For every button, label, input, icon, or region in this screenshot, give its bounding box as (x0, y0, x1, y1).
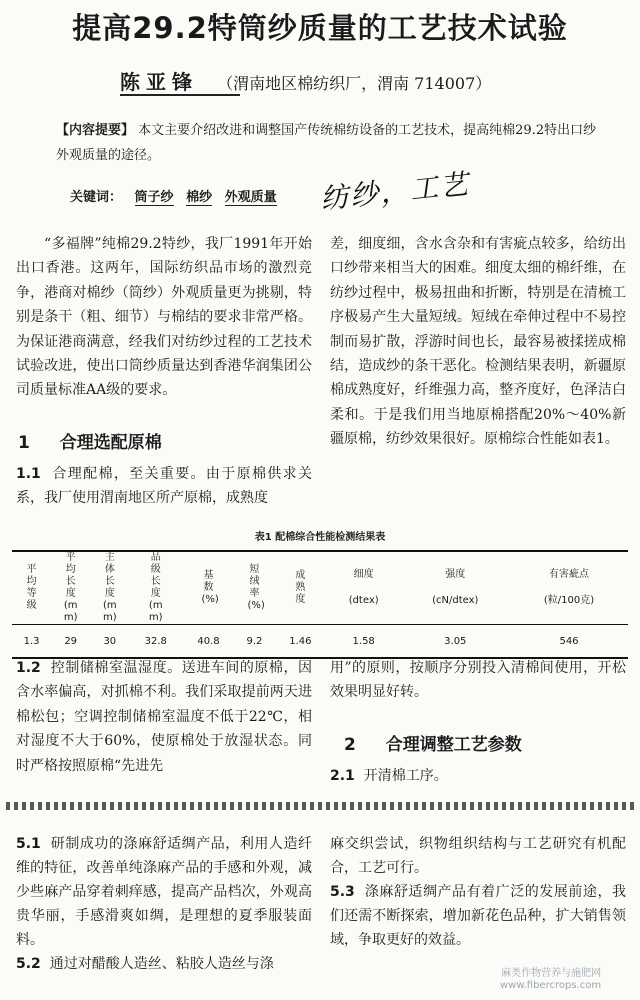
left-column-mid (16, 656, 312, 778)
subsection-5-1-text: 研制成功的涤麻舒适绸产品，利用人造纤维的特征，改善单纯涤麻产品的手感和外观，减少些麻产品穿着刺痒感，提高产品档次，外观高贵华丽，手感滑爽如绸，是理想的夏季服装面料。 (16, 836, 312, 948)
keywords-label: 关键词： (70, 190, 123, 205)
article-title: 提高29.2特筒纱质量的工艺技术试验 (72, 11, 568, 45)
table-header: 短绒率(%) (235, 551, 274, 625)
table-cell: 32.8 (129, 625, 182, 659)
table-header: 平均等级 (12, 551, 51, 625)
watermark-line-2: www.fibercrops.com (500, 980, 602, 991)
table-cell: 29 (51, 625, 90, 659)
table-cell: 30 (90, 625, 129, 659)
table-cell: 1.3 (12, 625, 51, 659)
section-2-heading (344, 730, 522, 755)
subsection-1-2-text: 控制储棉室温湿度。送进车间的原棉，因含水率偏高，对抓棉不利。我们采取提前两天进棉松包；空调控制储棉室温度不低于22℃，相对湿度不大于60%，使原棉处于放湿状态。同时严格按照原棉“先进先 (16, 660, 312, 774)
table-header: 品级长度(mm) (129, 551, 182, 625)
subsection-2-1 (330, 764, 626, 788)
table-header: 主体长度(mm) (90, 551, 129, 625)
article-divider (6, 802, 634, 810)
subsection-2-1-number: 2.1 (330, 768, 355, 784)
subsection-1-1 (16, 462, 312, 511)
section-1-heading (18, 428, 162, 453)
table-row (12, 625, 628, 659)
table-cell: 3.05 (401, 625, 510, 659)
table-cell: 546 (510, 625, 628, 659)
keyword-3: 外观质量 (224, 190, 277, 205)
abstract (56, 118, 601, 168)
right-column-top (330, 232, 626, 452)
author-line (120, 66, 491, 95)
keyword-1: 筒子纱 (134, 190, 174, 205)
table-header: 细度 (dtex) (327, 551, 401, 625)
keywords (70, 186, 277, 205)
cotton-performance-table (12, 550, 628, 659)
table-caption: 表1 配棉综合性能检测结果表 (254, 532, 386, 543)
right-column-mid (330, 656, 626, 705)
subsection-2-1-text: 开清棉工序。 (363, 768, 448, 784)
subsection-5-2-text: 通过对醋酸人造丝、粘胶人造丝与涤 (49, 956, 274, 972)
table-cell: 40.8 (182, 625, 235, 659)
author-name: 陈亚锋 (120, 70, 198, 94)
author-affiliation: （渭南地区棉纺织厂，渭南 714007） (217, 74, 492, 93)
subsection-5-2-number: 5.2 (16, 956, 41, 972)
table-header: 平均长度(mm) (51, 551, 90, 625)
site-watermark (500, 968, 601, 992)
section-2-number: 2 (344, 735, 356, 755)
subsection-1-2-number: 1.2 (16, 660, 41, 676)
table-header-row (12, 551, 628, 625)
intro-paragraph: “多福牌”纯棉29.2特纱，我厂1991年开始出口香港。这两年，国际纺织品市场的激烈竞争，港商对棉纱（筒纱）外观质量更为挑剔，特别是条干（粗、细节）与棉结的要求非常严格。为保证港商满意，经我们对纺纱过程的工艺技术试验改进，使出口筒纱质量达到香港华润集团公司质量标准AA级的要求。 (16, 236, 312, 399)
abstract-label: 【内容提要】 (56, 123, 135, 138)
subsection-5-3-text: 涤麻舒适绸产品有着广泛的发展前途，我们还需不断探索，增加新花色品种，扩大销售领域，争取更好的效益。 (330, 884, 626, 948)
table-cell: 9.2 (235, 625, 274, 659)
right-top-paragraph: 差，细度细，含水含杂和有害疵点较多，给纺出口纱带来相当大的困难。细度太细的棉纤维，在纺纱过程中，极易扭曲和折断，特别是在清梳工序极易产生大量短绒。短绒在牵伸过程中不易控制而易扩散，浮游时间也长，最容易被揉搓成棉结，造成纱的条干恶化。检测结果表明，新疆原棉成熟度好，纤维强力高，整齐度好，色泽洁白柔和。于是我们用当地原棉搭配20%～40%新疆原棉，纺纱效果很好。原棉综合性能如表1。 (330, 236, 626, 448)
author-underline (120, 94, 240, 96)
table-cell: 1.46 (274, 625, 327, 659)
left-column-bottom (16, 832, 312, 976)
right-bottom-paragraph: 麻交织尝试，织物组织结构与工艺研究有机配合，工艺可行。 (330, 836, 626, 876)
section-1-title: 合理选配原棉 (59, 433, 162, 453)
table-header: 有害疵点 (粒/100克) (510, 551, 628, 625)
section-1-number: 1 (18, 433, 30, 453)
right-column-bottom (330, 832, 626, 952)
table-header: 成熟度 (274, 551, 327, 625)
table-header: 基数(%) (182, 551, 235, 625)
keyword-2: 棉纱 (186, 190, 213, 205)
subsection-1-1-text: 合理配棉，至关重要。由于原棉供求关系，我厂使用渭南地区所产原棉，成熟度 (16, 466, 313, 507)
subsection-5-1-number: 5.1 (16, 836, 41, 852)
subsection-5-3-number: 5.3 (330, 884, 355, 900)
handwritten-note: 纺纱，工艺 (318, 167, 472, 216)
watermark-line-1: 麻类作物营养与施肥网 (501, 968, 602, 979)
table-cell: 1.58 (327, 625, 401, 659)
subsection-1-1-number: 1.1 (16, 466, 41, 482)
right-mid-paragraph: 用”的原则，按顺序分别投入清棉间使用，开松效果明显好转。 (330, 660, 626, 701)
left-column-top (16, 232, 312, 403)
table-header: 强度 (cN/dtex) (401, 551, 510, 625)
abstract-text: 本文主要介绍改进和调整国产传统棉纺设备的工艺技术，提高纯棉29.2特出口纱外观质量的途径。 (56, 123, 597, 163)
section-2-title: 合理调整工艺参数 (385, 735, 522, 755)
